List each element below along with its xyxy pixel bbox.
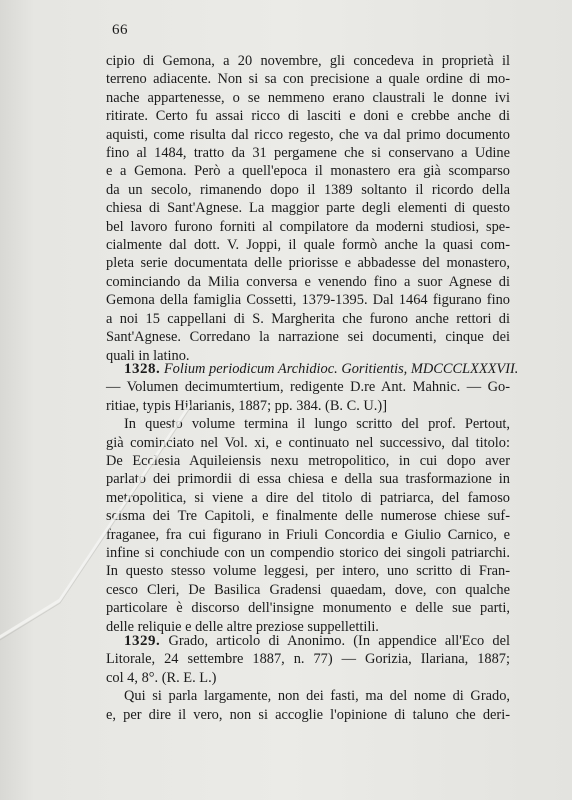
page-number: 66 [112,22,128,38]
text-line: da un secolo, rimanendo dopo il 1389 soltanto il ricordo della [106,181,510,198]
entry-heading [106,360,519,378]
text-line: cesco Cleri, De Basilica Gradensi quaedam, dove, con qualche [106,581,510,598]
text-line: e, per dire il vero, non si accoglie l'opinione di taluno che deri- [106,706,510,723]
text-line: fraganee, fra cui figurano in Friuli Concordia e Giulio Carnico, e [106,526,510,543]
entry-1329 [106,632,510,724]
text-line: infine si conchiude con un compendio storico dei singoli patriarchi. [106,545,510,562]
text-line: Qui si parla largamente, non dei fasti, ma del nome di Grado, [124,688,510,705]
text-line: terreno adiacente. Non si sa con precisione a quale ordine di mo- [106,71,510,88]
text-line: In questo volume termina il lungo scritto del prof. Pertout, [124,416,510,433]
entry-1328 [106,360,519,636]
entry-number: 1328. [124,361,161,377]
text-line: De Ecclesia Aquileiensis nexu metropolitico, in cui dopo aver [106,453,510,470]
text-line: In questo stesso volume leggesi, per intero, uno scritto di Fran- [106,563,510,580]
text-line: quali in latino. [106,347,190,364]
text-line: bel lavoro furono forniti al compilatore da moderni studiosi, spe- [106,218,510,235]
text-line: metropolitica, si viene a dire del titolo di patriarca, del famoso [106,489,510,506]
text-line: Litorale, 24 settembre 1887, n. 77) — Gorizia, Ilariana, 1887; [106,651,510,668]
text-line: e a Gemona. Però a quell'epoca il monastero era già scomparso [106,163,510,180]
continued-paragraph [106,52,510,365]
text-line: cipio di Gemona, a 20 novembre, gli concedeva in proprietà il [106,53,510,69]
text-line: particolare è discorso dell'insigne monumento e delle sue parti, [106,600,510,617]
entry-heading [106,632,510,650]
text-line: Sant'Agnese. Corredano la narrazione sei documenti, cinque dei [106,329,510,346]
entry-number: 1329. [124,633,161,649]
text-line: aquisti, come risulta dal ricco regesto, che va dal primo documento [106,126,510,143]
text-line: ritirate. Certo fu assai ricco di lasciti e doni e crebbe anche di [106,108,510,125]
text-line: pleta serie documentata delle priorisse e abbadesse del monastero, [106,255,510,272]
text-line: già cominciato nel Vol. xi, e continuato nel successivo, dal titolo: [106,434,510,451]
text-line: ritiae, typis Hilarianis, 1887; pp. 384. (B. C. U.)] [106,397,387,414]
text-line: col 4, 8°. (R. E. L.) [106,669,217,686]
text-line: a noi 15 cappellani di S. Margherita che furono anche rettori di [106,310,510,327]
text-line: scisma dei Tre Capitoli, e finalmente delle numerose chiese suf- [106,508,510,525]
text-line: fino al 1484, tratto da 31 pergamene che si conservano a Udine [106,145,510,162]
entry-title: Folium periodicum Archidioc. Goritientis, MDCCCLXXXVII. [163,361,519,377]
text-line: chiesa di Sant'Agnese. La maggior parte degli elementi di questo [106,200,510,217]
text-line: — Volumen decimumtertium, redigente D.re Ant. Mahnic. — Go- [106,379,510,396]
text-line: cominciando da Milia conversa e venendo fino a suor Agnese di [106,273,510,290]
text-line: nache appartenesse, o se nemmeno erano claustrali le donne ivi [106,89,510,106]
text-line: Gemona della famiglia Cossetti, 1379-1395. Dal 1464 figurano fino [106,292,510,309]
text-line: cialmente dal dott. V. Joppi, il quale formò anche la quasi com- [106,237,510,254]
text-line: delle reliquie e delle altre preziose suppellettili. [106,618,379,635]
text-line: Grado, articolo di Anonimo. (In appendice all'Eco del [168,633,510,649]
text-line: parlato dei primordii di essa chiesa e della sua trasformazione in [106,471,510,488]
